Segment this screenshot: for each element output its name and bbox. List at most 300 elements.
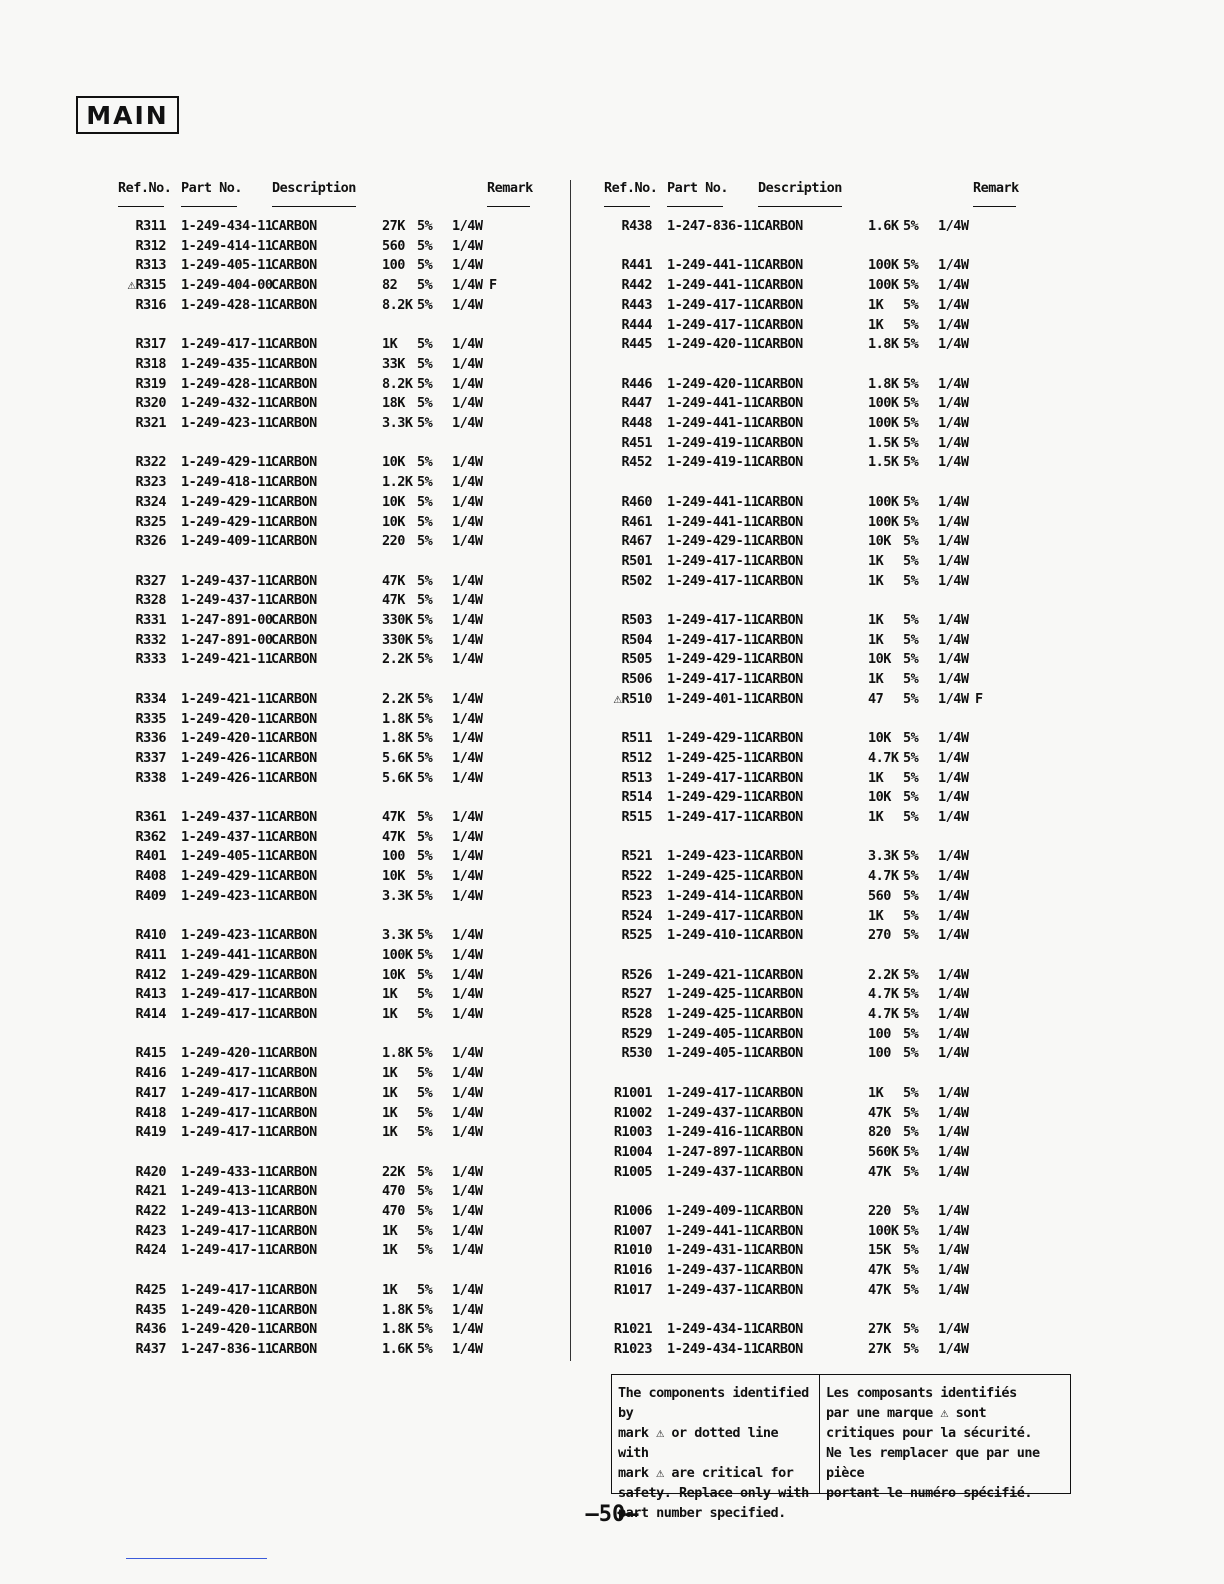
table-row <box>116 809 536 829</box>
ref-no <box>86 533 166 549</box>
ref-no <box>572 1085 652 1101</box>
ref-no-text: R502 <box>621 572 652 589</box>
table-row <box>602 376 1022 396</box>
wattage: 1/4W <box>938 375 969 392</box>
ref-no <box>572 1282 652 1298</box>
ref-no <box>572 967 652 983</box>
description: CARBON <box>757 631 803 648</box>
tolerance: 5% <box>417 572 433 589</box>
ref-no <box>572 770 652 786</box>
ref-no-text: R361 <box>135 809 166 825</box>
wattage: 1/4W <box>452 493 483 510</box>
ref-no <box>86 927 166 943</box>
ref-no <box>86 454 166 470</box>
table-row <box>602 888 1022 908</box>
part-no: 1-249-437-11 <box>181 809 273 825</box>
table-row <box>116 888 536 908</box>
wattage: 1/4W <box>938 395 969 412</box>
ref-no-text: R445 <box>621 336 652 353</box>
ref-no <box>86 277 166 293</box>
table-row <box>602 848 1022 868</box>
value: 2.2K <box>382 651 413 668</box>
tolerance: 5% <box>903 552 919 569</box>
wattage: 1/4W <box>938 730 969 747</box>
tolerance: 5% <box>417 336 433 353</box>
tolerance: 5% <box>417 986 433 1003</box>
ref-no-text: R408 <box>135 868 166 885</box>
value: 1K <box>382 1006 398 1022</box>
table-row <box>116 1183 536 1203</box>
part-no: 1-249-437-11 <box>667 1262 759 1279</box>
table-row <box>602 415 1022 435</box>
header-desc: Description <box>272 180 356 196</box>
value: 100K <box>868 1222 899 1239</box>
table-row <box>602 1321 1022 1341</box>
ref-no <box>572 1045 652 1061</box>
table-row <box>602 297 1022 317</box>
wattage: 1/4W <box>452 592 483 609</box>
value: 27K <box>382 218 405 234</box>
table-row <box>116 1006 536 1026</box>
wattage: 1/4W <box>938 986 969 1003</box>
ref-no-text: R1007 <box>613 1222 652 1239</box>
ref-no-text: R416 <box>135 1065 166 1082</box>
table-row <box>602 750 1022 770</box>
value: 470 <box>382 1203 405 1219</box>
table-row <box>602 1262 1022 1282</box>
ref-no <box>86 218 166 234</box>
ref-no <box>86 1321 166 1337</box>
ref-no <box>572 927 652 943</box>
ref-no-text: R332 <box>135 631 166 648</box>
tolerance: 5% <box>903 907 919 924</box>
wattage: 1/4W <box>452 218 483 234</box>
tolerance: 5% <box>903 927 919 944</box>
description: CARBON <box>271 375 317 392</box>
part-no: 1-249-441-11 <box>667 277 759 294</box>
value: 1.8K <box>382 730 413 747</box>
part-no: 1-249-417-11 <box>667 612 759 628</box>
part-no: 1-249-441-11 <box>667 257 759 274</box>
safety-notice-french <box>820 1375 1070 1501</box>
part-no: 1-249-401-11 <box>667 690 759 707</box>
table-row <box>602 317 1022 337</box>
ref-no <box>572 1262 652 1278</box>
part-no: 1-249-417-11 <box>181 1281 273 1298</box>
tolerance: 5% <box>417 415 433 431</box>
value: 100K <box>868 257 899 274</box>
part-no: 1-249-434-11 <box>667 1340 759 1357</box>
part-no: 1-249-435-11 <box>181 355 273 372</box>
tolerance: 5% <box>903 1321 919 1338</box>
value: 100 <box>868 1025 891 1042</box>
value: 100K <box>868 395 899 412</box>
value: 100 <box>382 848 405 865</box>
ref-no <box>572 848 652 864</box>
ref-no <box>572 789 652 805</box>
ref-no-text: R438 <box>621 218 652 234</box>
description: CARBON <box>271 690 317 707</box>
table-row <box>116 533 536 553</box>
table-row <box>116 868 536 888</box>
value: 1.6K <box>382 1340 413 1357</box>
part-no: 1-249-441-11 <box>181 946 273 963</box>
table-row <box>602 1282 1022 1302</box>
value: 8.2K <box>382 296 413 313</box>
ref-no-text: R460 <box>621 493 652 510</box>
wattage: 1/4W <box>938 1104 969 1121</box>
wattage: 1/4W <box>452 809 483 825</box>
table-row <box>602 730 1022 750</box>
tolerance: 5% <box>417 375 433 392</box>
tolerance: 5% <box>417 493 433 510</box>
part-no: 1-249-409-11 <box>667 1203 759 1219</box>
table-row <box>116 474 536 494</box>
ref-no-text: R526 <box>621 966 652 983</box>
ref-no-text: R461 <box>621 513 652 530</box>
tolerance: 5% <box>903 1045 919 1062</box>
value: 47K <box>382 809 405 825</box>
wattage: 1/4W <box>938 552 969 569</box>
tolerance: 5% <box>417 1045 433 1062</box>
tolerance: 5% <box>417 809 433 825</box>
part-no: 1-249-429-11 <box>181 513 273 530</box>
part-no: 1-249-404-00 <box>181 277 273 294</box>
value: 10K <box>382 966 405 983</box>
ref-no-text: R311 <box>135 218 166 234</box>
description: CARBON <box>271 237 317 254</box>
description: CARBON <box>271 631 317 648</box>
table-row <box>602 454 1022 474</box>
description: CARBON <box>757 415 803 431</box>
table-row <box>602 770 1022 790</box>
value: 1.6K <box>868 218 899 234</box>
part-no: 1-249-437-11 <box>667 1163 759 1180</box>
tolerance: 5% <box>903 1281 919 1298</box>
ref-no <box>572 908 652 924</box>
tolerance: 5% <box>417 1321 433 1338</box>
value: 82 <box>382 277 398 294</box>
table-row <box>602 908 1022 928</box>
ref-no-text: R1006 <box>613 1203 652 1219</box>
tolerance: 5% <box>417 966 433 983</box>
description: CARBON <box>271 1242 317 1259</box>
value: 220 <box>382 533 405 550</box>
ref-no <box>572 395 652 411</box>
table-row <box>116 1105 536 1125</box>
ref-no-text: R1016 <box>613 1262 652 1279</box>
tolerance: 5% <box>417 218 433 234</box>
ref-no-text: R527 <box>621 986 652 1003</box>
tolerance: 5% <box>903 375 919 392</box>
ref-no-text: R331 <box>135 612 166 628</box>
ref-no-text: R337 <box>135 749 166 766</box>
table-row <box>602 986 1022 1006</box>
part-no: 1-249-428-11 <box>181 375 273 392</box>
tolerance: 5% <box>903 1006 919 1022</box>
ref-no <box>572 1223 652 1239</box>
notice-line: Ne les remplacer que par une pièce <box>826 1445 1040 1481</box>
table-row <box>116 376 536 396</box>
table-row <box>602 553 1022 573</box>
wattage: 1/4W <box>452 296 483 313</box>
wattage: 1/4W <box>938 1203 969 1219</box>
tolerance: 5% <box>417 631 433 648</box>
part-no: 1-247-891-00 <box>181 612 273 628</box>
tolerance: 5% <box>903 218 919 234</box>
wattage: 1/4W <box>452 966 483 983</box>
wattage: 1/4W <box>452 415 483 431</box>
tolerance: 5% <box>417 1183 433 1200</box>
part-no: 1-249-409-11 <box>181 533 273 550</box>
value: 2.2K <box>868 966 899 983</box>
table-row <box>116 829 536 849</box>
tolerance: 5% <box>903 336 919 353</box>
ref-no <box>86 514 166 530</box>
table-row <box>116 1282 536 1302</box>
tolerance: 5% <box>417 710 433 727</box>
column-divider <box>570 180 571 1361</box>
value: 5.6K <box>382 769 413 786</box>
ref-no <box>572 454 652 470</box>
wattage: 1/4W <box>452 1203 483 1219</box>
wattage: 1/4W <box>938 218 969 234</box>
wattage: 1/4W <box>452 927 483 944</box>
part-no: 1-249-420-11 <box>181 730 273 747</box>
table-row <box>602 632 1022 652</box>
value: 10K <box>868 651 891 668</box>
table-row <box>602 1164 1022 1184</box>
wattage: 1/4W <box>452 1045 483 1062</box>
header-underline <box>758 206 842 207</box>
tolerance: 5% <box>903 572 919 589</box>
table-row <box>116 1223 536 1243</box>
part-no: 1-249-429-11 <box>181 966 273 983</box>
ref-no <box>86 1302 166 1318</box>
table-row <box>602 671 1022 691</box>
wattage: 1/4W <box>938 848 969 865</box>
part-no: 1-249-417-11 <box>181 1084 273 1101</box>
table-row <box>116 651 536 671</box>
table-row <box>602 1242 1022 1262</box>
notice-line: mark ⚠ or dotted line with <box>618 1425 779 1461</box>
value: 1K <box>868 612 884 628</box>
part-no: 1-249-441-11 <box>667 415 759 431</box>
part-no: 1-249-421-11 <box>181 651 273 668</box>
tolerance: 5% <box>903 1124 919 1141</box>
part-no: 1-249-417-11 <box>181 1006 273 1022</box>
ref-no <box>86 474 166 490</box>
wattage: 1/4W <box>938 1143 969 1160</box>
value: 1.5K <box>868 454 899 471</box>
description: CARBON <box>757 1143 803 1160</box>
table-row <box>116 770 536 790</box>
description: CARBON <box>271 296 317 313</box>
description: CARBON <box>271 218 317 234</box>
part-no: 1-249-417-11 <box>667 769 759 786</box>
tolerance: 5% <box>417 1084 433 1101</box>
header-remark: Remark <box>487 180 533 196</box>
description: CARBON <box>757 848 803 865</box>
ref-no-text: R522 <box>621 868 652 885</box>
wattage: 1/4W <box>452 1242 483 1259</box>
tolerance: 5% <box>417 612 433 628</box>
description: CARBON <box>271 730 317 747</box>
wattage: 1/4W <box>938 1025 969 1042</box>
ref-no <box>572 632 652 648</box>
table-row <box>116 1124 536 1144</box>
ref-no-text: R322 <box>135 454 166 471</box>
description: CARBON <box>271 1045 317 1062</box>
table-row <box>116 415 536 435</box>
description: CARBON <box>757 257 803 274</box>
wattage: 1/4W <box>938 690 969 707</box>
wattage: 1/4W <box>938 671 969 688</box>
ref-no-text: R411 <box>135 946 166 963</box>
header-underline <box>604 206 650 207</box>
ref-no <box>572 494 652 510</box>
part-no: 1-249-429-11 <box>667 789 759 806</box>
value: 47K <box>868 1104 891 1121</box>
description: CARBON <box>757 513 803 530</box>
part-no: 1-249-410-11 <box>667 927 759 944</box>
value: 1K <box>868 552 884 569</box>
ref-no-text: R325 <box>135 513 166 530</box>
tolerance: 5% <box>417 277 433 294</box>
value: 1K <box>868 631 884 648</box>
description: CARBON <box>757 375 803 392</box>
part-no: 1-249-423-11 <box>181 927 273 944</box>
value: 47K <box>868 1163 891 1180</box>
wattage: 1/4W <box>452 612 483 628</box>
ref-no <box>86 750 166 766</box>
wattage: 1/4W <box>452 651 483 668</box>
description: CARBON <box>757 1163 803 1180</box>
description: CARBON <box>757 671 803 688</box>
tolerance: 5% <box>417 1281 433 1298</box>
tolerance: 5% <box>417 651 433 668</box>
description: CARBON <box>271 277 317 294</box>
ref-no <box>86 947 166 963</box>
part-no: 1-249-421-11 <box>667 966 759 983</box>
description: CARBON <box>271 769 317 786</box>
wattage: 1/4W <box>452 355 483 372</box>
table-row <box>602 1006 1022 1026</box>
ref-no-text: R528 <box>621 1006 652 1022</box>
value: 1K <box>868 572 884 589</box>
part-no: 1-249-425-11 <box>667 749 759 766</box>
table-row <box>116 454 536 474</box>
table-row <box>116 297 536 317</box>
ref-no-text: R321 <box>135 415 166 431</box>
part-no: 1-249-417-11 <box>181 1222 273 1239</box>
value: 560 <box>382 237 405 254</box>
value: 1K <box>382 1065 398 1082</box>
description: CARBON <box>271 1340 317 1357</box>
table-row <box>116 1242 536 1262</box>
tolerance: 5% <box>417 1006 433 1022</box>
ref-no <box>86 1282 166 1298</box>
ref-no <box>572 1124 652 1140</box>
ref-no <box>572 336 652 352</box>
ref-no <box>86 809 166 825</box>
description: CARBON <box>271 868 317 885</box>
value: 1K <box>382 1084 398 1101</box>
ref-no <box>572 1006 652 1022</box>
wattage: 1/4W <box>452 690 483 707</box>
wattage: 1/4W <box>452 710 483 727</box>
description: CARBON <box>271 336 317 353</box>
ref-no <box>572 1341 652 1357</box>
part-no: 1-247-891-00 <box>181 631 273 648</box>
tolerance: 5% <box>417 1104 433 1121</box>
header-underline <box>487 206 530 207</box>
ref-no <box>572 533 652 549</box>
description: CARBON <box>271 651 317 668</box>
part-no: 1-249-413-11 <box>181 1183 273 1200</box>
part-no: 1-249-426-11 <box>181 769 273 786</box>
table-row <box>602 927 1022 947</box>
ref-no-text: R441 <box>621 257 652 274</box>
wattage: 1/4W <box>452 769 483 786</box>
description: CARBON <box>757 218 803 234</box>
tolerance: 5% <box>417 868 433 885</box>
description: CARBON <box>271 474 317 491</box>
wattage: 1/4W <box>938 336 969 353</box>
part-no: 1-249-414-11 <box>667 887 759 904</box>
ref-no-text: R317 <box>135 336 166 353</box>
value: 1K <box>382 1281 398 1298</box>
ref-no-text: R467 <box>621 533 652 550</box>
part-no: 1-249-405-11 <box>181 848 273 865</box>
ref-no <box>86 711 166 727</box>
tolerance: 5% <box>417 946 433 963</box>
description: CARBON <box>757 1045 803 1062</box>
value: 1.8K <box>868 336 899 353</box>
ref-no-text: R503 <box>621 612 652 628</box>
table-row <box>602 1144 1022 1164</box>
ref-no-text: R513 <box>621 769 652 786</box>
header-desc: Description <box>758 180 842 196</box>
ref-no-text: R1004 <box>613 1143 652 1160</box>
value: 47K <box>868 1262 891 1279</box>
wattage: 1/4W <box>938 316 969 333</box>
tolerance: 5% <box>903 1163 919 1180</box>
tolerance: 5% <box>903 631 919 648</box>
tolerance: 5% <box>417 257 433 274</box>
ref-no <box>86 592 166 608</box>
description: CARBON <box>271 1321 317 1338</box>
description: CARBON <box>271 809 317 825</box>
part-no: 1-249-413-11 <box>181 1203 273 1219</box>
part-no: 1-249-423-11 <box>181 887 273 904</box>
table-row <box>602 1341 1022 1361</box>
wattage: 1/4W <box>452 395 483 412</box>
tolerance: 5% <box>417 927 433 944</box>
table-row <box>116 257 536 277</box>
ref-no <box>86 829 166 845</box>
value: 330K <box>382 612 413 628</box>
wattage: 1/4W <box>452 375 483 392</box>
tolerance: 5% <box>903 1340 919 1357</box>
ref-no <box>572 691 652 707</box>
part-no: 1-249-429-11 <box>667 730 759 747</box>
value: 47K <box>868 1281 891 1298</box>
table-row <box>116 514 536 534</box>
table-row <box>602 1085 1022 1105</box>
table-row <box>116 1164 536 1184</box>
part-no: 1-249-419-11 <box>667 454 759 471</box>
